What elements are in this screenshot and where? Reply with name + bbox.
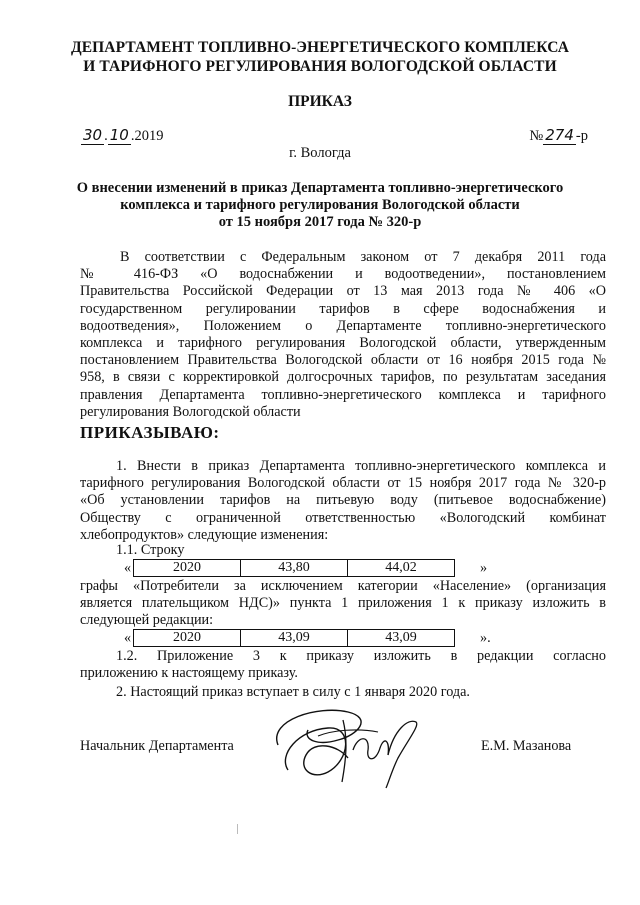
item2-paragraph: 2. Настоящий приказ вступает в силу с 1 января 2020 года. <box>116 684 470 700</box>
item1-mid-paragraph <box>80 578 606 630</box>
tariff-row-new <box>133 629 455 647</box>
preamble-line: Правительства Российской Федерации от 13 мая 2013 года № 406 «О <box>80 283 606 300</box>
date-day: 30 <box>83 126 103 144</box>
order-date: 30 . 10 .2019 <box>83 126 164 144</box>
item1-mid-line: является плательщиком НДС)» пункта 1 приложения 1 к приказу изложить в <box>80 595 606 612</box>
item1-mid-line: графы «Потребители за исключением категории «Население» (организация <box>80 578 606 594</box>
preamble-line: № 416-ФЗ «О водоснабжении и водоотведении», постановлением <box>80 266 606 283</box>
close-quote: ». <box>480 630 491 646</box>
preamble-paragraph <box>80 249 606 421</box>
tariff-cell-value: 43,80 <box>241 560 348 577</box>
date-month: 10 <box>109 126 129 144</box>
preamble-line: правления Департамента топливно-энергетического комплекса и тарифного <box>80 386 606 403</box>
open-quote: « <box>124 560 132 576</box>
number-value: 274 <box>545 126 574 144</box>
date-year: .2019 <box>130 128 164 144</box>
order-subject <box>60 180 580 231</box>
subitem-1-1: 1.1. Строку <box>116 542 185 558</box>
handwritten-signature <box>258 700 428 790</box>
subitem-1-2 <box>80 648 606 682</box>
tariff-cell-value: 43,09 <box>241 630 348 647</box>
subject-line: О внесении изменений в приказ Департамента топливно-энергетического <box>76 180 564 196</box>
city: г. Вологда <box>289 145 351 161</box>
tariff-cell-value: 44,02 <box>348 560 455 577</box>
signatory-name: Е.М. Мазанова <box>481 738 572 754</box>
preamble-line: В соответствии с Федеральным законом от 7 декабря 2011 года <box>120 249 606 265</box>
scan-artifact <box>237 824 238 834</box>
department-header-line2: И ТАРИФНОГО РЕГУЛИРОВАНИЯ ВОЛОГОДСКОЙ ОБЛАСТИ <box>83 58 557 75</box>
number-suffix: -р <box>575 128 588 144</box>
preamble-line: 958, в связи с корректировкой долгосрочных тарифов, по результатам заседания <box>80 369 606 386</box>
preamble-line: государственном регулировании тарифов в сфере водоснабжения и <box>80 300 606 317</box>
number-prefix: № <box>529 128 544 144</box>
order-word: ПРИКАЗЫВАЮ: <box>80 423 220 442</box>
item1-line: тарифного регулирования Вологодской области от 15 ноября 2017 года № 320-р <box>80 475 606 492</box>
department-header <box>0 38 640 76</box>
subject-line: от 15 ноября 2017 года № 320-р <box>218 214 422 230</box>
item1-line: хлебопродуктов» следующие изменения: <box>80 526 329 543</box>
preamble-line: регулирования Вологодской области <box>80 403 301 420</box>
signatory-position: Начальник Департамента <box>80 738 234 754</box>
department-header-line1: ДЕПАРТАМЕНТ ТОПЛИВНО-ЭНЕРГЕТИЧЕСКОГО КОМПЛЕКСА <box>70 39 570 56</box>
tariff-cell-year: 2020 <box>134 560 241 577</box>
item1-line: «Об установлении тарифов на питьевую воду (питьевое водоснабжение) <box>80 492 606 509</box>
subitem-1-2-line: приложению к настоящему приказу. <box>80 665 298 682</box>
item1-mid-line: следующей редакции: <box>80 612 214 629</box>
preamble-line: водоотведения», Положением о Департаменте топливно-энергетического <box>80 317 606 334</box>
tariff-row-old <box>133 559 455 577</box>
preamble-line: постановлением Правительства Вологодской области от 16 ноября 2015 года № <box>80 352 606 369</box>
order-number <box>529 126 588 145</box>
item1-line: 1. Внести в приказ Департамента топливно-энергетического комплекса и <box>116 458 606 474</box>
document-type: ПРИКАЗ <box>288 93 352 110</box>
open-quote: « <box>124 630 132 646</box>
tariff-cell-value: 43,09 <box>348 630 455 647</box>
preamble-line: комплекса и тарифного регулирования Вологодской области, утвержденным <box>80 335 606 352</box>
subject-line: комплекса и тарифного регулирования Вологодской области <box>120 197 520 213</box>
tariff-cell-year: 2020 <box>134 630 241 647</box>
subitem-1-2-line: 1.2. Приложение 3 к приказу изложить в редакции согласно <box>116 648 606 664</box>
item1-paragraph <box>80 458 606 544</box>
item1-line: Обществу с ограниченной ответственностью «Вологодский комбинат <box>80 509 606 526</box>
close-quote: » <box>480 560 488 576</box>
